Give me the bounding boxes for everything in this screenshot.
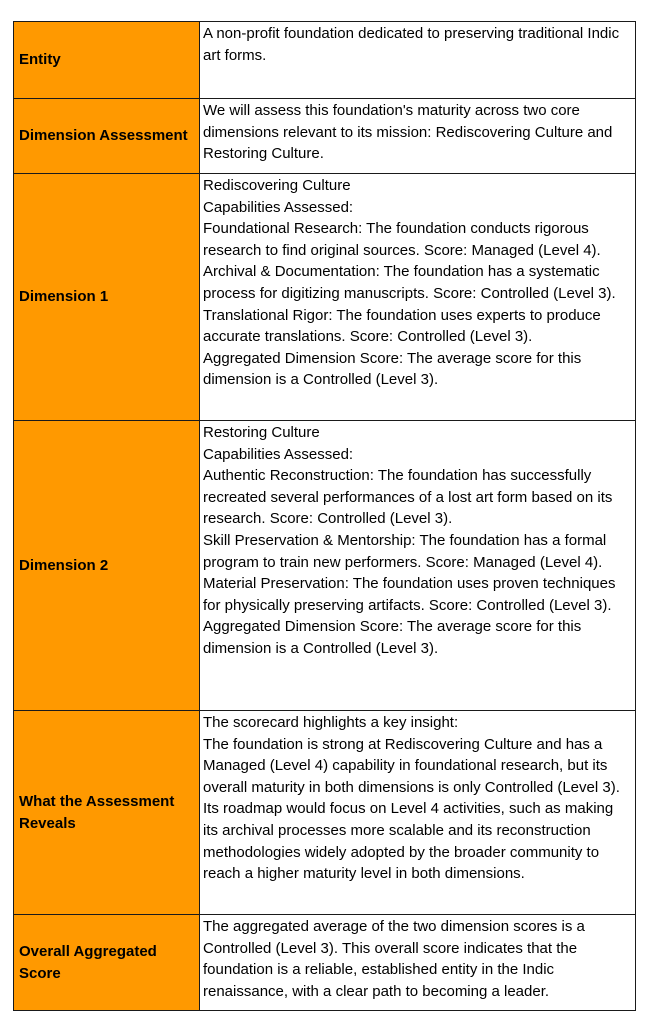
- capabilities-heading: Capabilities Assessed:: [203, 445, 354, 463]
- capability-item: Skill Preservation & Mentorship: The foundation has a formal program to train new performers. Score: Managed (Level 4).: [203, 531, 607, 571]
- insight-text: The foundation is strong at Rediscovering Culture and has a Managed (Level 4) capability in foundational research, but its overall maturity in both dimensions is only Controlled (Level 3). Its roadmap would focus on Level 4 activities, such as making its archival processes more scalable and its reconstruction methodologies widely adopted by the broader community to reach a higher maturity level in both dimensions.: [203, 735, 620, 883]
- row-label: What the Assessment Reveals: [14, 711, 200, 915]
- capability-item: Translational Rigor: The foundation uses experts to produce accurate translations. Score: Controlled (Level 3).: [203, 306, 601, 346]
- capabilities-heading: Capabilities Assessed:: [203, 198, 354, 216]
- row-value: [200, 915, 636, 1011]
- table-row-overall-score: [14, 915, 636, 1011]
- insight-heading: The scorecard highlights a key insight:: [203, 714, 459, 731]
- assessment-table: [13, 21, 636, 1011]
- table-row-entity: [14, 22, 636, 99]
- table-row-dimension-2: [14, 421, 636, 711]
- capability-item: Archival & Documentation: The foundation has a systematic process for digitizing manuscripts. Score: Controlled (Level 3).: [203, 263, 616, 302]
- row-label: Overall Aggregated Score: [14, 915, 200, 1011]
- row-label: Dimension 2: [14, 421, 200, 711]
- dimension-title: Restoring Culture: [203, 424, 320, 441]
- value-line: We will assess this foundation's maturity across two core dimensions relevant to its mission: Rediscovering Culture and Restoring Culture.: [203, 102, 613, 163]
- table-row-assessment-reveals: [14, 711, 636, 915]
- value-line: A non-profit foundation dedicated to preserving traditional Indic art forms.: [203, 25, 620, 64]
- row-value: [200, 22, 636, 99]
- row-label: Entity: [14, 22, 200, 99]
- table-row-dimension-assessment: [14, 99, 636, 174]
- row-label: Dimension Assessment: [14, 99, 200, 174]
- aggregated-score: Aggregated Dimension Score: The average score for this dimension is a Controlled (Level 3).: [203, 618, 582, 657]
- aggregated-score: Aggregated Dimension Score: The average score for this dimension is a Controlled (Level 3).: [203, 349, 582, 389]
- capability-item: Material Preservation: The foundation uses proven techniques for physically preserving artifacts. Score: Controlled (Level 3).: [203, 575, 616, 614]
- capability-item: Authentic Reconstruction: The foundation has successfully recreated several performances of a lost art form based on its research. Score: Controlled (Level 3).: [203, 467, 613, 528]
- row-value: [200, 711, 636, 915]
- row-value: [200, 421, 636, 711]
- dimension-title: Rediscovering Culture: [203, 177, 351, 194]
- row-label: Dimension 1: [14, 174, 200, 421]
- row-value: [200, 99, 636, 174]
- table-row-dimension-1: [14, 174, 636, 421]
- row-value: [200, 174, 636, 421]
- capability-item: Foundational Research: The foundation conducts rigorous research to find original sources. Score: Managed (Level 4).: [203, 220, 601, 259]
- value-line: The aggregated average of the two dimension scores is a Controlled (Level 3). This overall score indicates that the foundation is a reliable, established entity in the Indic renaissance, with a clear path to becoming a leader.: [203, 918, 585, 1000]
